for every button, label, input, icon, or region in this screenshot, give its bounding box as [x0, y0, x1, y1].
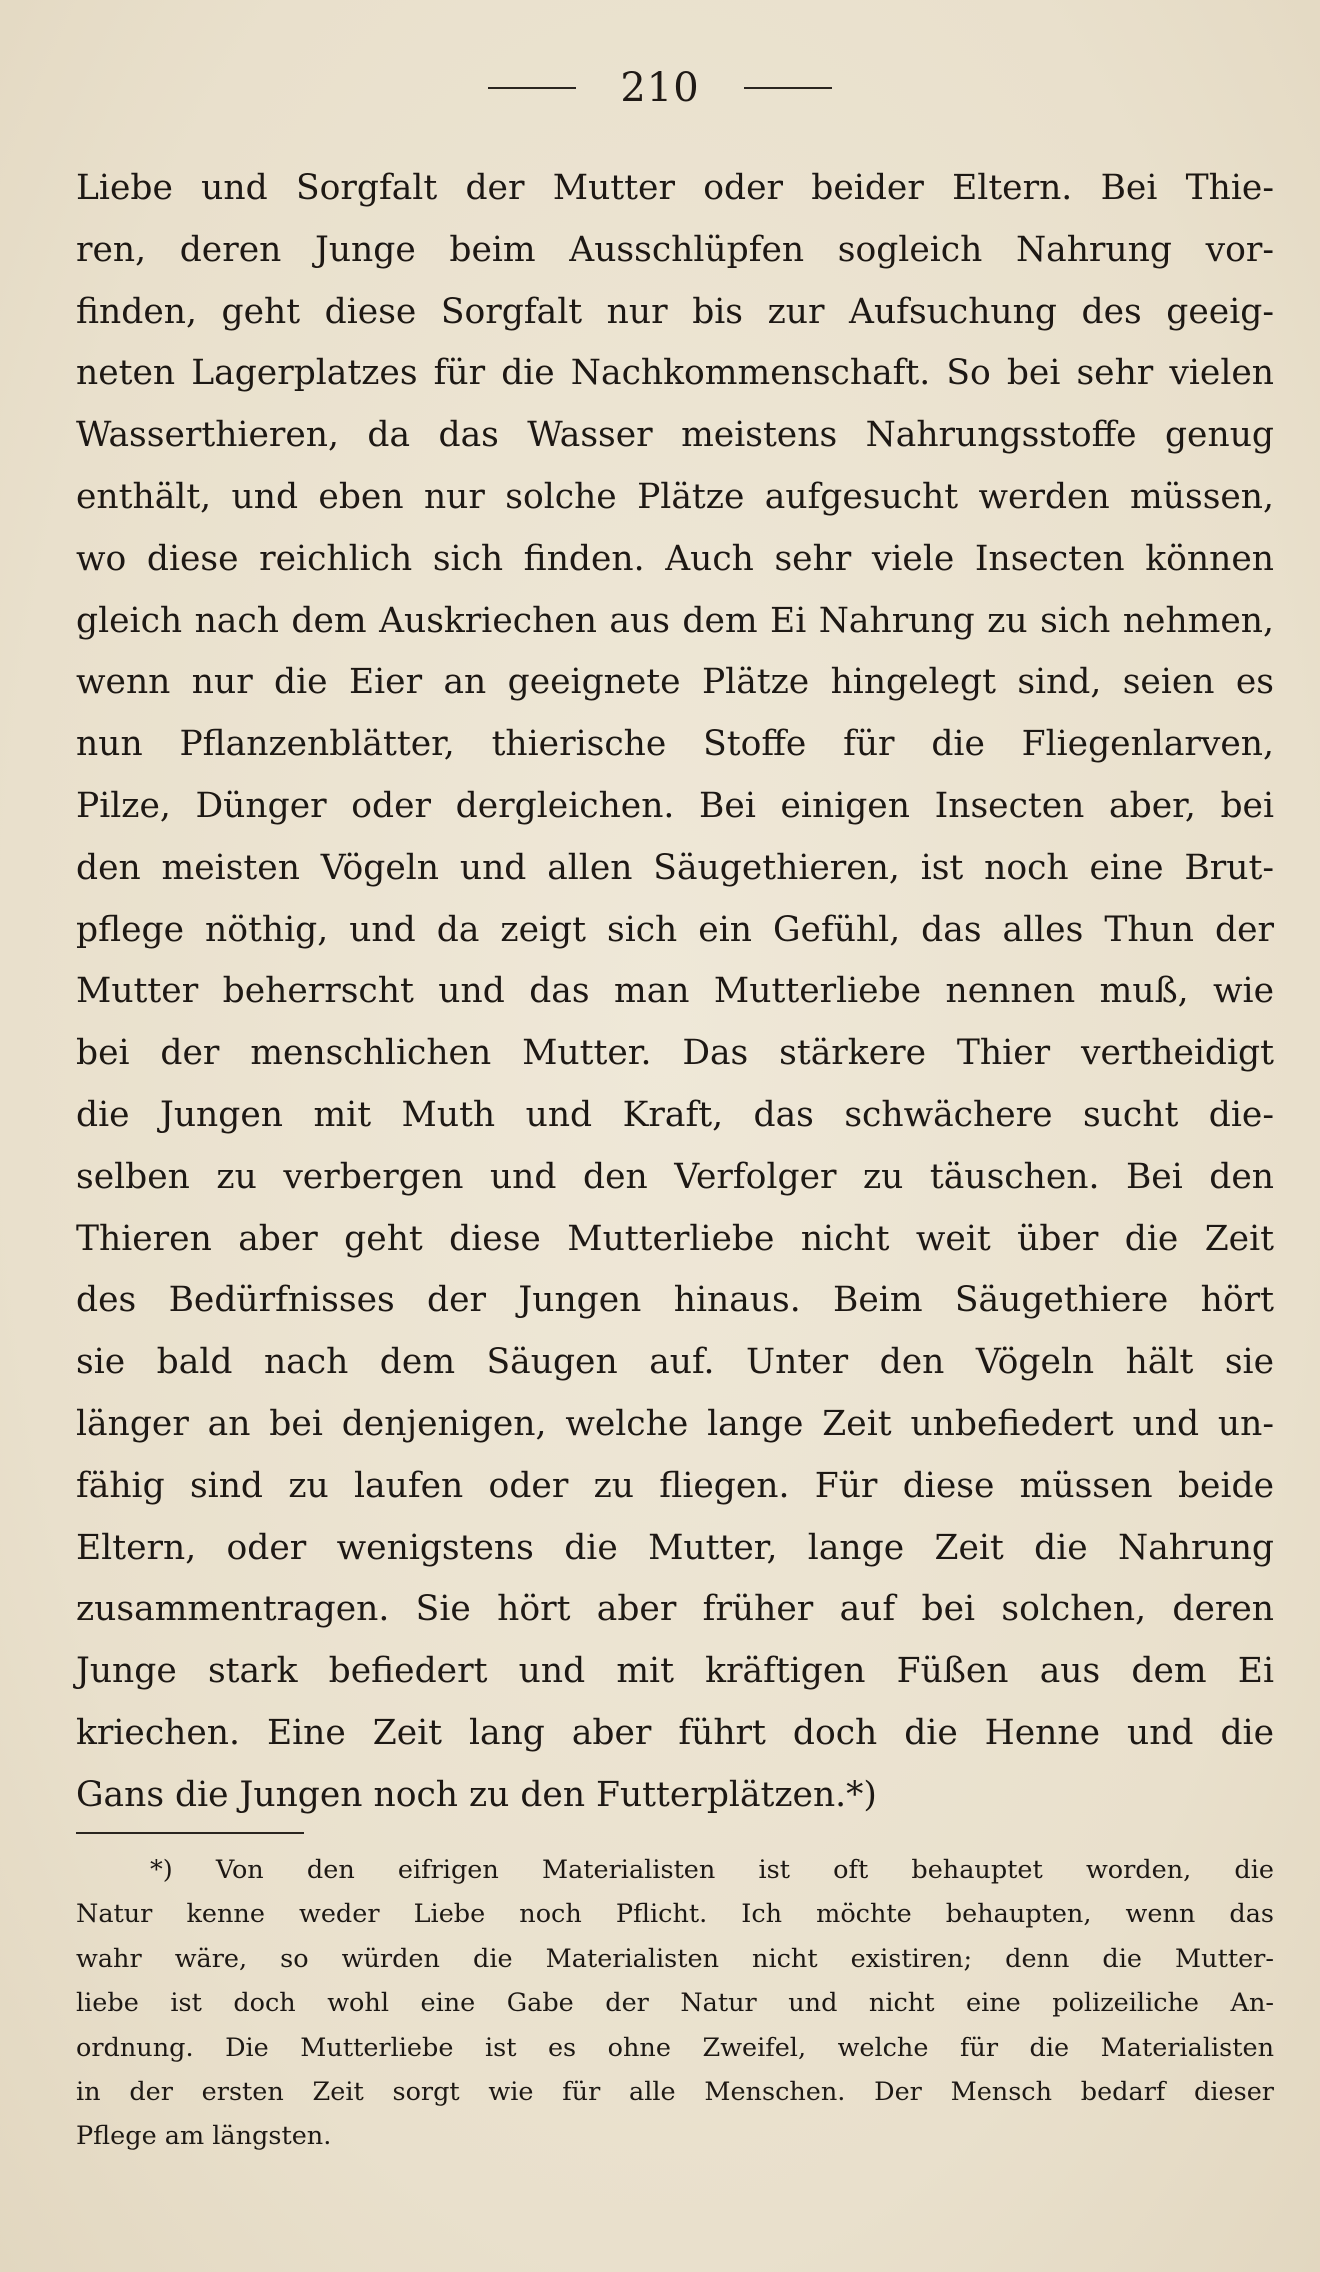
text-line: wo diese reichlich sich finden. Auch sehr viele Insecten können — [76, 538, 1274, 579]
footnote-line: *) Von den eifrigen Materialisten ist oft behauptet worden, die — [150, 1855, 1274, 1885]
text-line: Gans die Jungen noch zu den Futterplätzen.*) — [76, 1774, 877, 1815]
text-line: Mutter beherrscht und das man Mutterliebe nennen muß, wie — [76, 971, 1274, 1012]
text-line: gleich nach dem Auskriechen aus dem Ei Nahrung zu sich nehmen, — [76, 600, 1274, 641]
header-rule-left — [488, 87, 576, 89]
footnote-line: in der ersten Zeit sorgt wie für alle Menschen. Der Mensch bedarf dieser — [76, 2077, 1274, 2108]
text-line: neten Lagerplatzes für die Nachkommenschaft. So bei sehr vielen — [76, 353, 1274, 394]
text-line: nun Pflanzenblätter, thierische Stoffe für die Fliegenlarven, — [76, 724, 1274, 765]
text-line: Pilze, Dünger oder dergleichen. Bei einigen Insecten aber, bei — [76, 785, 1274, 826]
footnote-line: liebe ist doch wohl eine Gabe der Natur und nicht eine polizeiliche An- — [76, 1988, 1274, 2019]
header-rule-right — [744, 87, 832, 89]
text-line: sie bald nach dem Säugen auf. Unter den Vögeln hält sie — [76, 1342, 1274, 1383]
page-header — [0, 58, 1320, 118]
text-line: den meisten Vögeln und allen Säugethieren, ist noch eine Brut- — [76, 847, 1274, 888]
text-line: selben zu verbergen und den Verfolger zu täuschen. Bei den — [76, 1156, 1274, 1197]
text-line: wenn nur die Eier an geeignete Plätze hingelegt sind, seien es — [76, 662, 1274, 703]
main-text — [76, 158, 1274, 1827]
footnote-line: ordnung. Die Mutterliebe ist es ohne Zweifel, welche für die Materialisten — [76, 2032, 1274, 2063]
text-line: fähig sind zu laufen oder zu fliegen. Für diese müssen beide — [76, 1465, 1274, 1506]
footnote-separator — [76, 1832, 304, 1834]
footnote-line: Pflege am längsten. — [76, 2121, 332, 2152]
text-line: pflege nöthig, und da zeigt sich ein Gefühl, das alles Thun der — [76, 909, 1274, 950]
text-line: des Bedürfnisses der Jungen hinaus. Beim Säugethiere hört — [76, 1280, 1274, 1321]
text-line: finden, geht diese Sorgfalt nur bis zur Aufsuchung des geeig- — [76, 291, 1274, 332]
text-line: Eltern, oder wenigstens die Mutter, lange Zeit die Nahrung — [76, 1527, 1274, 1568]
text-line: bei der menschlichen Mutter. Das stärkere Thier vertheidigt — [76, 1033, 1274, 1074]
text-line: die Jungen mit Muth und Kraft, das schwächere sucht die- — [76, 1094, 1274, 1135]
text-line: länger an bei denjenigen, welche lange Zeit unbefiedert und un- — [76, 1403, 1274, 1444]
footnote — [76, 1848, 1274, 2159]
text-line: kriechen. Eine Zeit lang aber führt doch die Henne und die — [76, 1712, 1274, 1753]
footnote-line: Natur kenne weder Liebe noch Pflicht. Ich möchte behaupten, wenn das — [76, 1899, 1274, 1930]
text-line: ren, deren Junge beim Ausschlüpfen sogleich Nahrung vor- — [76, 229, 1274, 270]
text-line: Junge stark befiedert und mit kräftigen Füßen aus dem Ei — [76, 1651, 1274, 1692]
text-line: enthält, und eben nur solche Plätze aufgesucht werden müssen, — [76, 476, 1274, 517]
text-line: Wasserthieren, da das Wasser meistens Nahrungsstoffe genug — [76, 415, 1274, 456]
text-line: Liebe und Sorgfalt der Mutter oder beider Eltern. Bei Thie- — [76, 168, 1274, 208]
text-line: Thieren aber geht diese Mutterliebe nicht weit über die Zeit — [76, 1218, 1274, 1259]
footnote-line: wahr wäre, so würden die Materialisten nicht existiren; denn die Mutter- — [76, 1943, 1274, 1974]
text-line: zusammentragen. Sie hört aber früher auf bei solchen, deren — [76, 1589, 1274, 1630]
page-number: 210 — [620, 65, 700, 111]
